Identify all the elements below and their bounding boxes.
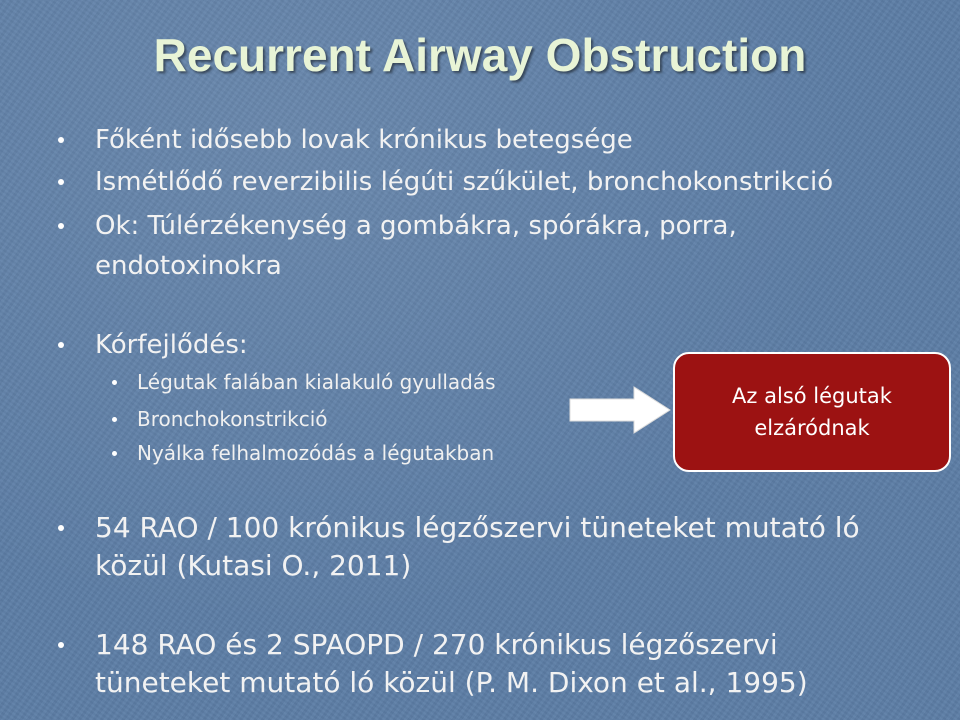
- callout-text: Az alsó légutak elzáródnak: [732, 384, 892, 440]
- sub-bullet-3: Nyálka felhalmozódás a légutakban: [137, 437, 577, 470]
- arrow-right-icon: [568, 385, 673, 435]
- bullet-stat-1: 54 RAO / 100 krónikus légzőszervi tüneteket mutató ló közül (Kutasi O., 2011): [95, 509, 895, 585]
- bullet-2: Ismétlődő reverzibilis légúti szűkület, bronchokonstrikció: [95, 162, 895, 202]
- bullet-4: Kórfejlődés:: [95, 325, 895, 365]
- callout-box: [673, 352, 951, 472]
- bullet-stat-2: 148 RAO és 2 SPAOPD / 270 krónikus légzőszervi tüneteket mutató ló közül (P. M. Dixon et al., 1995): [95, 626, 875, 702]
- sub-bullet-2: Bronchokonstrikció: [137, 403, 577, 436]
- bullet-3: Ok: Túlérzékenység a gombákra, spórákra, porra, endotoxinokra: [95, 206, 815, 286]
- bullet-1: Főként idősebb lovak krónikus betegsége: [95, 120, 895, 160]
- sub-bullet-1: Légutak falában kialakuló gyulladás: [137, 366, 577, 399]
- slide-title: Recurrent Airway Obstruction: [153, 29, 807, 81]
